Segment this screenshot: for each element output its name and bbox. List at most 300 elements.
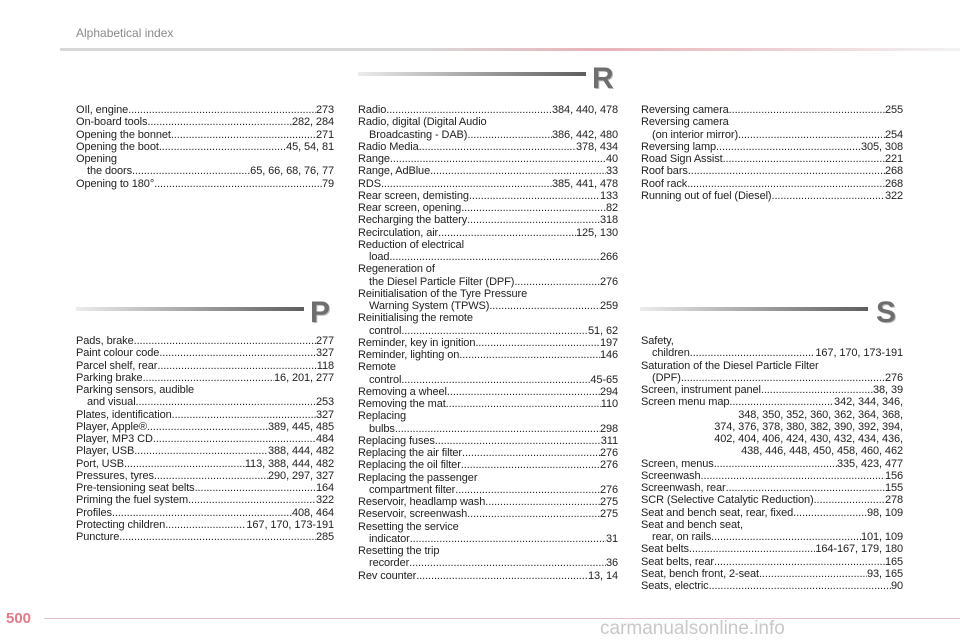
entry-pages: 90 — [890, 580, 903, 592]
entry-pages: 276 — [599, 459, 618, 472]
entry-leader-dots — [416, 570, 588, 582]
entry-leader-dots — [701, 470, 885, 482]
entry-term: Removing the mat — [358, 398, 446, 410]
entry-term: Player, Apple® — [76, 420, 147, 433]
index-entry — [358, 423, 618, 435]
entry-leader-dots — [188, 494, 316, 506]
index-entry — [76, 347, 334, 359]
entry-leader-dots — [814, 494, 885, 506]
entry-pages: 45-65 — [590, 373, 618, 386]
entry-pages: 322 — [315, 494, 334, 507]
index-entry — [641, 178, 903, 190]
index-entry — [76, 433, 334, 445]
entry-pages: 167, 170, 173-191 — [246, 518, 334, 531]
entry-pages: 335, 423, 477 — [837, 457, 903, 470]
index-entry — [76, 178, 334, 190]
entry-pages: 275 — [599, 508, 618, 521]
entry-pages: 290, 297, 327 — [268, 469, 334, 482]
entry-term: Removing a wheel — [358, 385, 447, 398]
index-entry — [76, 494, 334, 506]
section-bar-s — [640, 307, 868, 311]
entry-leader-dots — [395, 423, 600, 435]
index-entry — [76, 372, 334, 384]
index-entry — [76, 104, 334, 116]
entry-term: RDS — [358, 177, 381, 190]
entry-term: Protecting children — [76, 518, 166, 531]
entry-pages: 386, 442, 480 — [552, 128, 618, 141]
entry-leader-dots — [119, 531, 316, 543]
entry-pages: 13, 14 — [588, 569, 618, 582]
entry-leader-dots — [401, 374, 590, 386]
entry-term: Resetting the service — [358, 520, 459, 533]
entry-term: Puncture — [76, 531, 120, 543]
entry-pages: 45, 54, 81 — [286, 140, 334, 153]
entry-term: Radio — [358, 104, 387, 116]
entry-term: Reduction of electrical — [358, 238, 464, 251]
entry-pages: 40 — [605, 153, 618, 165]
entry-term: Port, USB — [76, 457, 125, 470]
entry-leader-dots — [419, 141, 576, 153]
entry-leader-dots — [688, 165, 885, 177]
index-entry — [358, 312, 618, 324]
index-entry — [641, 347, 903, 359]
index-list-s — [641, 335, 903, 592]
index-entry — [641, 360, 903, 372]
entry-pages: 408, 464 — [291, 506, 334, 519]
entry-pages: 271 — [315, 128, 334, 141]
entry-leader-dots — [435, 435, 601, 447]
entry-pages: 164-167, 179, 180 — [815, 543, 903, 556]
index-entry — [641, 372, 903, 384]
entry-pages: 388, 444, 482 — [268, 445, 334, 458]
entry-term: Reversing camera — [641, 104, 729, 116]
index-entry — [358, 263, 618, 275]
entry-pages: 31 — [605, 532, 618, 545]
entry-leader-dots — [462, 447, 600, 459]
index-list-o — [76, 104, 334, 190]
entry-page-continuation: 374, 376, 378, 380, 382, 390, 392, 394, — [714, 420, 903, 433]
index-entry — [641, 104, 903, 116]
index-entry — [358, 178, 618, 190]
entry-term: Screen menu map — [641, 396, 730, 409]
entry-term: Plates, identification — [76, 408, 172, 421]
index-entry — [76, 153, 334, 165]
index-entry — [641, 153, 903, 165]
entry-leader-dots — [489, 300, 600, 312]
index-entry — [641, 568, 903, 580]
page-header-title: Alphabetical index — [76, 26, 174, 40]
entry-term: Screenwash, rear — [641, 482, 726, 494]
index-entry — [358, 349, 618, 361]
entry-pages: 118 — [316, 359, 334, 372]
entry-term: Saturation of the Diesel Particle Filter — [641, 359, 819, 372]
index-entry — [358, 214, 618, 226]
entry-pages: 82 — [605, 202, 618, 214]
entry-pages: 156 — [884, 469, 903, 482]
entry-leader-dots — [690, 347, 816, 359]
index-entry — [76, 507, 334, 519]
entry-leader-dots — [446, 398, 601, 410]
index-entry — [641, 396, 903, 408]
entry-term: load — [369, 251, 390, 263]
entry-pages: 327 — [315, 347, 334, 360]
entry-leader-dots — [793, 507, 867, 519]
entry-pages: 110 — [600, 398, 618, 410]
section-letter-p: P — [310, 296, 331, 329]
index-entry — [358, 557, 618, 569]
entry-pages: 342, 344, 346, — [834, 396, 903, 409]
index-entry — [358, 459, 618, 471]
index-list-r — [358, 104, 618, 582]
entry-leader-dots — [147, 421, 268, 433]
index-entry — [358, 116, 618, 128]
index-entry — [641, 165, 903, 177]
index-entry — [641, 433, 903, 445]
entry-term: Replacing the passenger — [358, 471, 478, 484]
index-entry — [358, 374, 618, 386]
entry-pages: 268 — [884, 165, 903, 178]
entry-term: Reservoir, headlamp wash — [358, 496, 486, 508]
entry-leader-dots — [761, 384, 873, 396]
index-entry — [641, 190, 903, 202]
entry-term: recorder — [369, 557, 410, 570]
entry-pages: 311 — [600, 434, 618, 447]
entry-pages: 253 — [315, 396, 334, 409]
entry-pages: 484 — [315, 433, 334, 445]
index-entry — [76, 141, 334, 153]
index-list-r-cont — [641, 104, 903, 202]
entry-term: Seats, electric — [641, 580, 709, 592]
entry-term: control — [369, 324, 402, 337]
entry-leader-dots — [475, 337, 600, 349]
entry-pages: 384, 440, 478 — [552, 104, 618, 116]
entry-leader-dots — [136, 396, 316, 408]
entry-leader-dots — [147, 116, 292, 128]
entry-leader-dots — [681, 372, 885, 384]
index-entry — [358, 337, 618, 349]
entry-term: Parcel shelf, rear — [76, 359, 158, 372]
index-entry — [76, 482, 334, 494]
entry-term: Roof bars — [641, 165, 688, 178]
index-entry — [358, 410, 618, 422]
entry-term: Screen, instrument panel — [641, 384, 761, 396]
entry-leader-dots — [447, 386, 600, 398]
watermark: carmanualsonline.info — [600, 618, 785, 639]
entry-leader-dots — [386, 104, 552, 116]
entry-term: and visual — [87, 396, 136, 409]
entry-pages: 378, 434 — [575, 140, 618, 153]
entry-leader-dots — [759, 568, 867, 580]
entry-term: OIl, engine — [76, 104, 129, 116]
entry-pages: 125, 130 — [575, 226, 618, 239]
entry-leader-dots — [172, 409, 316, 421]
entry-term: Opening the bonnet — [76, 128, 171, 141]
entry-pages: 79 — [321, 177, 334, 190]
entry-pages: 318 — [599, 214, 618, 227]
section-letter-s: S — [876, 296, 897, 329]
entry-leader-dots — [711, 531, 861, 543]
index-entry — [76, 384, 334, 396]
entry-term: Replacing — [358, 410, 407, 423]
entry-term: indicator — [369, 532, 410, 545]
entry-pages: 36 — [605, 557, 618, 570]
entry-page-continuation: 402, 404, 406, 424, 430, 432, 434, 436, — [714, 433, 903, 445]
index-entry — [76, 129, 334, 141]
entry-pages: 276 — [599, 275, 618, 288]
entry-term: Seat and bench seat, — [641, 518, 743, 531]
entry-pages: 101, 109 — [860, 531, 903, 543]
index-entry — [76, 531, 334, 543]
entry-pages: 98, 109 — [866, 506, 903, 519]
entry-term: Resetting the trip — [358, 545, 440, 557]
entry-leader-dots — [714, 556, 885, 568]
entry-leader-dots — [154, 178, 322, 190]
index-entry — [358, 153, 618, 165]
entry-term: Screenwash — [641, 469, 701, 482]
entry-pages: 282, 284 — [291, 116, 334, 129]
entry-term: Roof rack — [641, 177, 688, 190]
entry-term: Remote — [358, 361, 396, 374]
entry-pages: 165 — [884, 555, 903, 568]
index-entry — [358, 545, 618, 557]
entry-pages: 277 — [315, 335, 334, 347]
index-entry — [358, 361, 618, 373]
index-entry — [641, 384, 903, 396]
entry-term: Warning System (TPWS) — [369, 300, 490, 312]
index-entry — [641, 580, 903, 592]
index-entry — [358, 251, 618, 263]
header-rule — [60, 48, 960, 51]
entry-pages: 16, 201, 277 — [274, 371, 334, 384]
entry-leader-dots — [469, 190, 600, 202]
entry-term: Radio, digital (Digital Audio — [358, 116, 487, 129]
entry-term: children — [652, 347, 690, 360]
entry-term: Pressures, tyres — [76, 469, 154, 482]
index-entry — [358, 288, 618, 300]
entry-term: bulbs — [369, 422, 395, 435]
entry-pages: 155 — [884, 482, 903, 494]
index-entry — [358, 129, 618, 141]
entry-term: Reinitialising the remote — [358, 312, 473, 325]
entry-term: Parking sensors, audible — [76, 384, 195, 396]
index-entry — [76, 360, 334, 372]
entry-term: Road Sign Assist — [641, 153, 723, 165]
entry-pages: 266 — [599, 251, 618, 263]
index-entry — [358, 398, 618, 410]
index-entry — [76, 409, 334, 421]
entry-term: Regeneration of — [358, 263, 435, 276]
entry-pages: 51, 62 — [588, 324, 618, 337]
entry-term: Safety, — [641, 335, 674, 347]
entry-leader-dots — [128, 104, 316, 116]
entry-leader-dots — [689, 543, 815, 555]
entry-term: the Diesel Particle Filter (DPF) — [369, 275, 515, 288]
index-entry — [358, 227, 618, 239]
entry-term: Reinitialisation of the Tyre Pressure — [358, 287, 528, 300]
entry-term: Seat belts, rear — [641, 555, 714, 568]
entry-pages: 197 — [599, 336, 618, 349]
index-entry — [76, 116, 334, 128]
entry-pages: 33 — [605, 165, 618, 178]
entry-pages: 298 — [599, 422, 618, 435]
entry-term: SCR (Selective Catalytic Reduction) — [641, 494, 814, 507]
index-entry — [641, 519, 903, 531]
entry-leader-dots — [389, 251, 600, 263]
entry-leader-dots — [132, 165, 250, 177]
entry-leader-dots — [401, 325, 588, 337]
index-list-p — [76, 335, 334, 543]
entry-pages: 164 — [315, 482, 334, 494]
entry-term: control — [369, 373, 402, 386]
index-entry — [358, 165, 618, 177]
index-entry — [358, 472, 618, 484]
entry-leader-dots — [143, 372, 274, 384]
entry-pages: 275 — [599, 496, 618, 508]
index-entry — [76, 165, 334, 177]
entry-term: Broadcasting - DAB) — [369, 128, 468, 141]
entry-term: Opening the boot — [76, 140, 159, 153]
index-entry — [641, 494, 903, 506]
entry-pages: 294 — [599, 385, 618, 398]
entry-leader-dots — [153, 433, 316, 445]
index-entry — [641, 116, 903, 128]
entry-pages: 385, 441, 478 — [552, 177, 618, 190]
index-entry — [76, 458, 334, 470]
entry-leader-dots — [390, 153, 606, 165]
entry-leader-dots — [723, 153, 885, 165]
entry-leader-dots — [729, 396, 834, 408]
entry-leader-dots — [461, 459, 600, 471]
section-bar-p — [76, 307, 304, 311]
index-entry — [358, 325, 618, 337]
index-entry — [76, 335, 334, 347]
entry-term: Opening to 180° — [76, 177, 155, 190]
entry-term: (DPF) — [652, 371, 681, 384]
entry-leader-dots — [729, 104, 885, 116]
entry-pages: 38, 39 — [873, 384, 903, 396]
entry-leader-dots — [430, 165, 606, 177]
entry-term: Rear screen, opening — [358, 202, 462, 214]
entry-leader-dots — [461, 202, 606, 214]
entry-leader-dots — [716, 141, 861, 153]
entry-pages: 276 — [884, 371, 903, 384]
index-entry — [641, 470, 903, 482]
entry-pages: 133 — [599, 189, 618, 202]
entry-term: Pre-tensioning seat belts — [76, 482, 195, 494]
entry-term: Running out of fuel (Diesel) — [641, 189, 772, 202]
entry-pages: 146 — [599, 349, 618, 361]
entry-pages: 259 — [599, 300, 618, 312]
entry-term: Priming the fuel system — [76, 494, 189, 507]
index-entry — [358, 190, 618, 202]
entry-term: Player, USB — [76, 445, 135, 458]
entry-term: Profiles — [76, 506, 112, 519]
index-entry — [641, 507, 903, 519]
entry-pages: 276 — [599, 483, 618, 496]
entry-term: Player, MP3 CD — [76, 433, 153, 445]
entry-term: Seat and bench seat, rear, fixed — [641, 506, 794, 519]
index-entry — [641, 335, 903, 347]
index-entry — [358, 508, 618, 520]
entry-leader-dots — [134, 335, 316, 347]
entry-pages: 327 — [315, 408, 334, 421]
entry-leader-dots — [687, 178, 885, 190]
entry-pages: 268 — [884, 177, 903, 190]
entry-term: Replacing the air filter — [358, 447, 462, 459]
entry-term: Recirculation, air — [358, 226, 439, 239]
entry-leader-dots — [738, 129, 885, 141]
entry-term: Replacing fuses — [358, 434, 435, 447]
section-bar-r — [358, 72, 586, 76]
index-entry — [641, 421, 903, 433]
section-letter-r: R — [592, 62, 614, 95]
index-entry — [641, 482, 903, 494]
index-entry — [76, 421, 334, 433]
index-entry — [358, 533, 618, 545]
entry-term: Screen, menus — [641, 457, 714, 470]
entry-pages: 276 — [599, 447, 618, 459]
index-entry — [358, 202, 618, 214]
entry-leader-dots — [112, 507, 292, 519]
entry-term: the doors — [87, 165, 132, 178]
index-entry — [358, 276, 618, 288]
index-entry — [641, 543, 903, 555]
entry-term: Recharging the battery — [358, 214, 468, 227]
entry-leader-dots — [134, 445, 268, 457]
index-entry — [641, 531, 903, 543]
entry-pages: 285 — [315, 531, 334, 543]
entry-term: Range — [358, 153, 390, 165]
index-entry — [358, 496, 618, 508]
entry-pages: 389, 445, 485 — [268, 420, 334, 433]
index-entry — [358, 239, 618, 251]
entry-pages: 65, 66, 68, 76, 77 — [250, 165, 334, 178]
entry-term: Reversing lamp — [641, 140, 717, 153]
page-number: 500 — [6, 610, 32, 627]
entry-pages: 221 — [884, 153, 903, 165]
index-entry — [358, 386, 618, 398]
index-entry — [641, 445, 903, 457]
entry-page-continuation: 348, 350, 352, 360, 362, 364, 368, — [738, 408, 903, 421]
entry-pages: 322 — [884, 189, 903, 202]
entry-page-continuation: 438, 446, 448, 450, 458, 460, 462 — [741, 445, 903, 458]
entry-term: Rev counter — [358, 569, 417, 582]
entry-term: Radio Media — [358, 140, 419, 153]
index-entry — [358, 570, 618, 582]
index-entry — [76, 470, 334, 482]
entry-term: Reversing camera — [641, 116, 729, 129]
entry-term: Reminder, key in ignition — [358, 336, 476, 349]
entry-leader-dots — [381, 178, 552, 190]
entry-term: rear, on rails — [652, 531, 712, 543]
entry-pages: 255 — [884, 104, 903, 116]
entry-term: (on interior mirror) — [652, 128, 739, 141]
entry-term: Parking brake — [76, 371, 143, 384]
entry-leader-dots — [195, 482, 316, 494]
entry-pages: 113, 388, 444, 482 — [244, 457, 334, 470]
entry-leader-dots — [154, 470, 268, 482]
entry-term: Rear screen, demisting — [358, 189, 469, 202]
entry-leader-dots — [157, 360, 316, 372]
entry-term: Range, AdBlue — [358, 165, 431, 178]
entry-leader-dots — [459, 349, 600, 361]
entry-leader-dots — [171, 129, 316, 141]
entry-leader-dots — [726, 482, 885, 494]
footer-rule — [44, 618, 960, 619]
entry-leader-dots — [714, 458, 837, 470]
entry-pages: 93, 165 — [866, 567, 903, 580]
index-entry — [76, 445, 334, 457]
